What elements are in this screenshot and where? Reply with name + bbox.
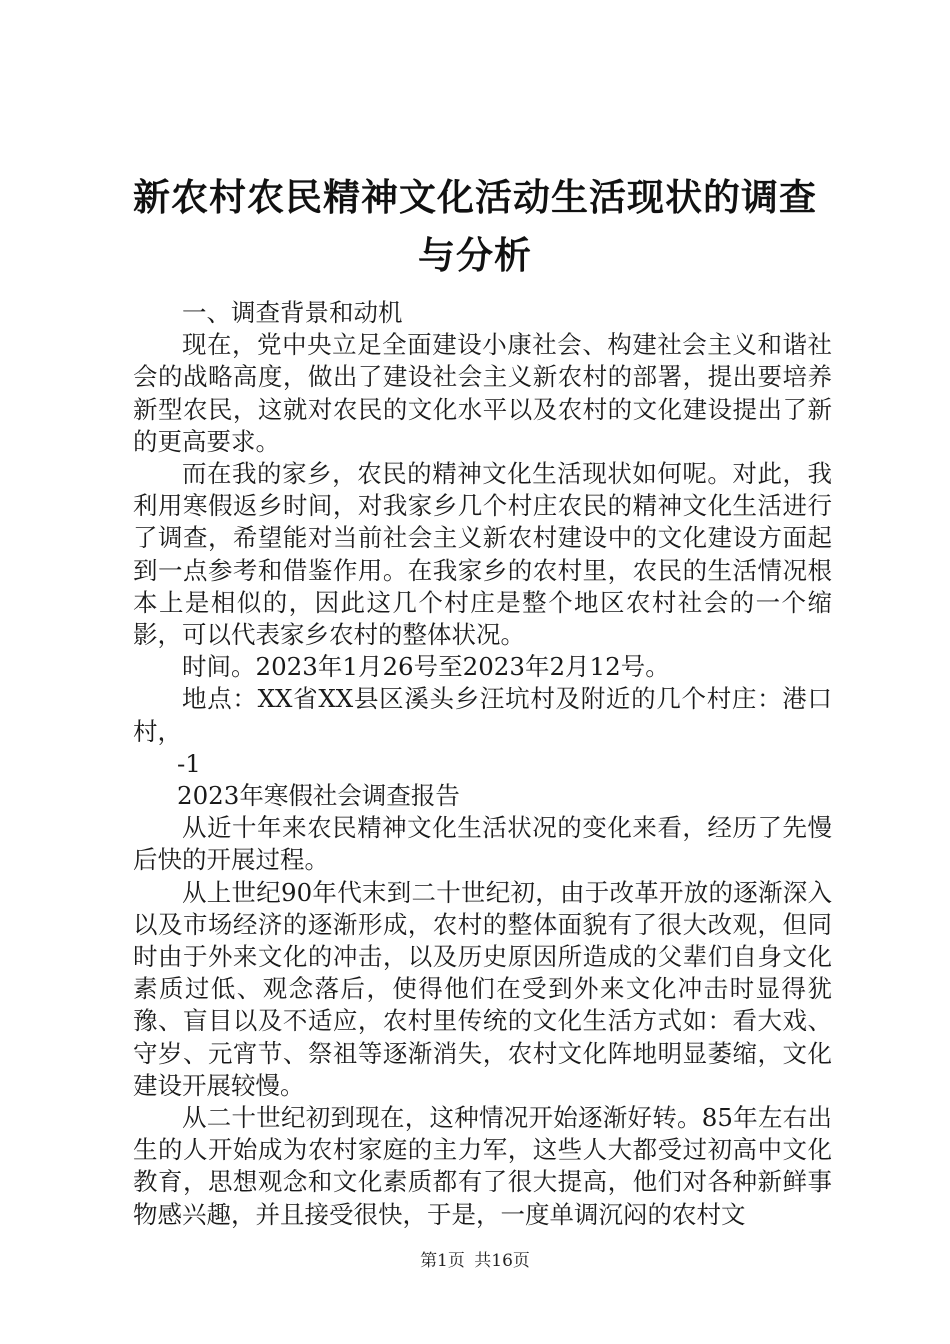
report-heading: 2023年寒假社会调查报告 bbox=[177, 781, 460, 811]
page-marker: -1 bbox=[177, 748, 201, 778]
paragraph: 从上世纪90年代末到二十世纪初，由于改革开放的逐渐深入以及市场经济的逐渐形成，农村的整体面貌有了很大改观，但同时由于外来文化的冲击，以及历史原因所造成的父辈们自身文化素质过低、观念落后，使得他们在受到外来文化冲击时显得犹豫、盲目以及不适应，农村里传统的文化生活方式如：看大戏、守岁、元宵节、祭祖等逐渐消失，农村文化阵地明显萎缩，文化建设开展较慢。 bbox=[133, 877, 832, 1100]
paragraph: 现在，党中央立足全面建设小康社会、构建社会主义和谐社会的战略高度，做出了建设社会主义新农村的部署，提出要培养新型农民，这就对农民的文化水平以及农村的文化建设提出了新的更高要求。 bbox=[133, 330, 832, 456]
document-body bbox=[133, 297, 832, 1231]
page-footer bbox=[0, 1246, 950, 1271]
page-number: 第1页 bbox=[420, 1251, 465, 1271]
paragraph: 而在我的家乡，农民的精神文化生活现状如何呢。对此，我利用寒假返乡时间，对我家乡几个村庄农民的精神文化生活进行了调查，希望能对当前社会主义新农村建设中的文化建设方面起到一点参考和借鉴作用。在我家乡的农村里，农民的生活情况根本上是相似的，因此这几个村庄是整个地区农村社会的一个缩影，可以代表家乡农村的整体状况。 bbox=[133, 459, 832, 650]
paragraph: 从二十世纪初到现在，这种情况开始逐渐好转。85年左右出生的人开始成为农村家庭的主力军，这些人大都受过初高中文化教育，思想观念和文化素质都有了很大提高，他们对各种新鲜事物感兴趣，并且接受很快，于是，一度单调沉闷的农村文 bbox=[133, 1103, 832, 1229]
paragraph: 从近十年来农民精神文化生活状况的变化来看，经历了先慢后快的开展过程。 bbox=[133, 813, 832, 875]
document-title: 新农村农民精神文化活动生活现状的调查与分析 bbox=[133, 175, 817, 277]
paragraph-time: 时间。2023年1月26号至2023年2月12号。 bbox=[182, 652, 670, 682]
section-heading: 一、调查背景和动机 bbox=[182, 298, 403, 327]
paragraph-location: 地点：XX省XX县区溪头乡汪坑村及附近的几个村庄：港口村， bbox=[133, 684, 832, 746]
page-total: 共16页 bbox=[474, 1251, 530, 1271]
